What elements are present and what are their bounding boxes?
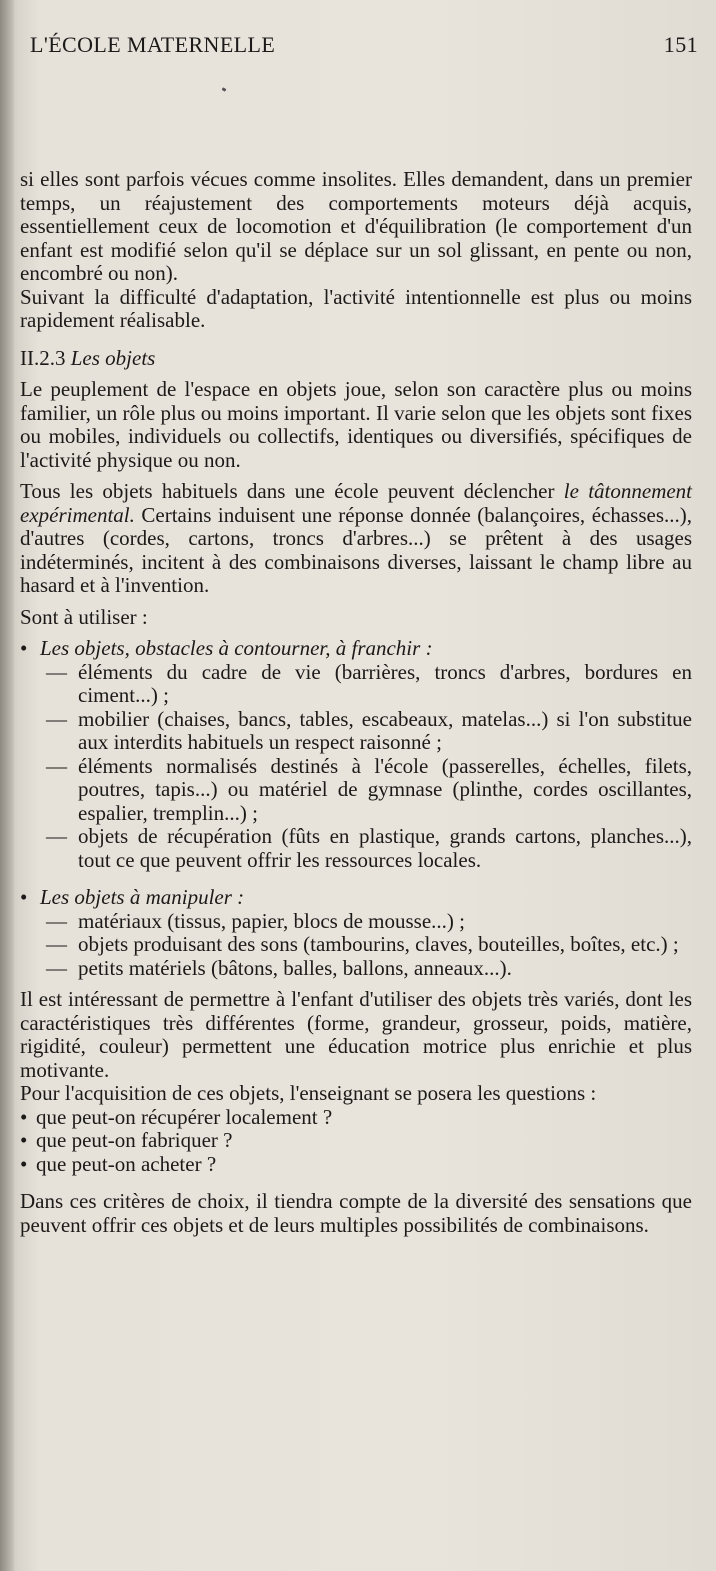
section-heading (20, 347, 692, 371)
paragraph-5: Sont à utiliser : (20, 604, 148, 629)
paragraph-8: Dans ces critères de choix, il tiendra compte de la diversité des sensations que peuvent offrir ces objets et de leurs multiples possibilités de combinaisons. (20, 1189, 692, 1237)
page-number: 151 (663, 32, 698, 57)
question-list (20, 1106, 692, 1177)
question-item: • que peut-on acheter ? (20, 1153, 692, 1177)
section-number: II.2.3 (20, 345, 66, 370)
question-item: • que peut-on fabriquer ? (20, 1129, 692, 1153)
paragraph-2: Suivant la difficulté d'adaptation, l'activité intentionnelle est plus ou moins rapidement réalisable. (20, 284, 692, 332)
paragraph-7: Pour l'acquisition de ces objets, l'enseignant se posera les questions : (20, 1081, 597, 1105)
list-heading-obstacles-text: Les objets, obstacles à contourner, à franchir : (40, 636, 433, 660)
paragraph-4-start: Tous les objets habituels dans une école peuvent déclencher (20, 479, 555, 503)
paragraph-6: Il est intéressant de permettre à l'enfant d'utiliser des objets très variés, dont les caractéristiques très différentes (forme, grandeur, grosseur, poids, matière, rigidité, couleur) permettent une éducation motrice plus enrichie et plus motivante. (20, 987, 692, 1082)
chapter-title: L'ÉCOLE MATERNELLE (30, 32, 276, 57)
body-text (20, 168, 692, 1237)
paragraph-4 (20, 480, 692, 598)
list-item: — matériaux (tissus, papier, blocs de mousse...) ; (20, 910, 692, 934)
list-item: — éléments du cadre de vie (barrières, troncs d'arbres, bordures en ciment...) ; (20, 661, 692, 708)
list-obstacles (20, 661, 692, 873)
paragraph-4-italic: le tâtonnement expérimental. (20, 479, 693, 527)
paragraph-1: si elles sont parfois vécues comme insolites. Elles demandent, dans un premier temps, un réajustement des comportements moteurs déjà acquis, essentiellement ceux de locomotion et d'équilibration (le comportement d'un enfant est modifié selon qu'il se déplace sur un sol glissant, en pente ou non, encombré ou non). (20, 167, 692, 285)
list-manipuler (20, 910, 692, 981)
list-item: — objets de récupération (fûts en plastique, grands cartons, planches...), tout ce que peuvent offrir les ressources locales. (20, 825, 692, 872)
list-item: — petits matériels (bâtons, balles, ballons, anneaux...). (20, 957, 692, 981)
page-gutter-shadow (0, 0, 14, 1571)
paragraph-4-end: Certains induisent une réponse donnée (balançoires, échasses...), d'autres (cordes, cartons, troncs d'arbres...) se prêtent à des usages indéterminés, incitent à des combinaisons diverses, laissant le champ libre au hasard et à l'invention. (20, 502, 692, 597)
question-item: • que peut-on récupérer localement ? (20, 1106, 692, 1130)
paragraph-3: Le peuplement de l'espace en objets joue, selon son caractère plus ou moins familier, un rôle plus ou moins important. Il varie selon que les objets sont fixes ou mobiles, individuels ou collectifs, identiques ou diversifiés, spécifiques de l'activité physique ou non. (20, 377, 692, 472)
section-title: Les objets (70, 345, 156, 370)
list-heading-manipuler (20, 886, 692, 910)
running-header (30, 32, 702, 58)
list-item: — objets produisant des sons (tambourins, claves, bouteilles, boîtes, etc.) ; (20, 933, 692, 957)
list-heading-manipuler-text: Les objets à manipuler : (40, 885, 245, 909)
list-heading-obstacles (20, 637, 692, 661)
list-item: — mobilier (chaises, bancs, tables, escabeaux, matelas...) si l'on substitue aux interdits habituels un respect raisonné ; (20, 708, 692, 755)
list-item: — éléments normalisés destinés à l'école (passerelles, échelles, filets, poutres, tapis...) ou matériel de gymnase (plinthe, cordes oscillantes, espalier, tremplin...) ; (20, 755, 692, 826)
ink-speck (222, 87, 227, 92)
